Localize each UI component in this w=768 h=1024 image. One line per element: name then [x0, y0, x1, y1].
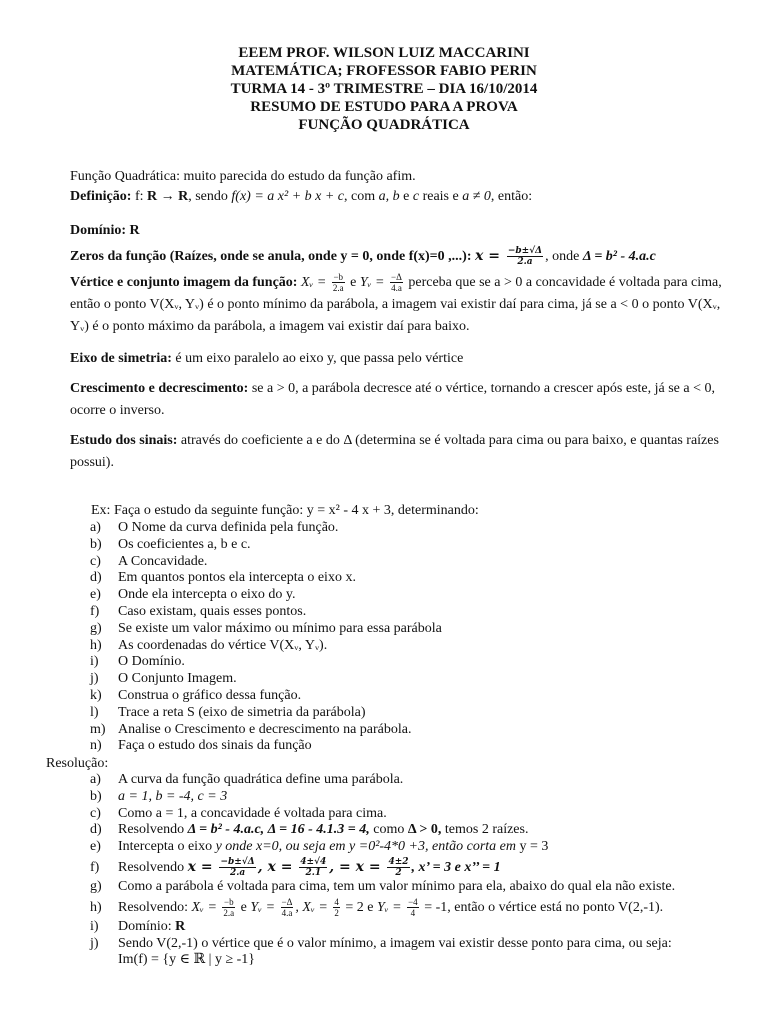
item-text: O Nome da curva definida pela função. — [118, 520, 339, 535]
f-x3: , = x = — [329, 858, 386, 875]
f-x2: , x = — [257, 858, 298, 875]
definition-rr: R → R — [147, 189, 189, 204]
exercise-item — [90, 671, 442, 688]
image-set: Im(f) = {y ∈ ℝ | y ≥ -1} — [118, 952, 256, 968]
item-pre: Domínio: — [118, 918, 176, 934]
f-frac-3 — [387, 857, 409, 878]
f-roots: , x’ = 3 e x’’ = 1 — [411, 859, 501, 875]
definition-text-a: f: — [131, 189, 147, 204]
item-text: Os coeficientes a, b e c. — [118, 536, 251, 552]
growth-label: Crescimento e decrescimento: — [70, 381, 249, 396]
definition-text-e: e — [399, 189, 413, 204]
zeros-x: x = — [474, 248, 505, 264]
exercise-item — [90, 654, 442, 671]
resolution-item-c — [90, 806, 675, 823]
resolution-item-j — [90, 936, 675, 953]
item-label: e) — [90, 839, 101, 855]
resolution-item-b — [90, 789, 675, 806]
item-post: temos 2 raízes. — [441, 822, 529, 838]
topic-title: FUNÇÃO QUADRÁTICA — [298, 117, 470, 133]
definition-label: Definição: — [70, 189, 132, 204]
exercise-item — [90, 621, 442, 638]
growth-text: se a > 0, a parábola decresce até o vértice, tornando a crescer após este, já se a < 0, ocorre o inverso. — [70, 381, 715, 418]
signs-paragraph — [70, 430, 730, 474]
zeros-fraction — [507, 246, 543, 267]
item-label: f) — [90, 859, 100, 875]
symmetry-label: Eixo de simetria: — [70, 351, 172, 366]
vertex-xv: Xᵥ = — [300, 275, 330, 290]
f-frac-2 — [299, 857, 327, 878]
zeros-sep: , onde — [545, 249, 583, 264]
h-yv2-den: 4 — [410, 908, 416, 919]
item-pre: Intercepta o eixo — [118, 839, 216, 855]
h-xv2-den: 2 — [334, 908, 339, 919]
item-label: c) — [90, 553, 101, 569]
domain-line: Domínio: R — [70, 223, 140, 238]
item-pre: Resolvendo — [118, 822, 188, 838]
item-label: c) — [90, 805, 101, 821]
definition-coeffs: a, b — [378, 189, 400, 204]
exercise-item — [90, 520, 442, 537]
item-text: a = 1, b = -4, c = 3 — [118, 788, 228, 804]
item-text: Caso existam, quais esses pontos. — [118, 603, 307, 619]
item-text: Como a = 1, a concavidade é voltada para cima. — [118, 805, 387, 821]
item-label: j) — [90, 671, 99, 687]
resolution-item-g — [90, 879, 675, 896]
item-text: Faça o estudo dos sinais da função — [118, 738, 312, 754]
exercise-item — [90, 705, 442, 722]
exercise-item — [90, 604, 442, 621]
item-label: b) — [90, 788, 102, 804]
item-pre: Resolvendo — [118, 859, 188, 875]
exercise-item — [90, 722, 442, 739]
h-xv2-num: 4 — [334, 897, 339, 908]
xv-denominator: 2.a — [332, 283, 344, 294]
h-and: e — [237, 899, 251, 915]
item-text: Onde ela intercepta o eixo do y. — [118, 587, 296, 603]
item-label: h) — [90, 637, 102, 653]
item-text: Trace a reta S (eixo de simetria da parábola) — [118, 704, 366, 720]
vertex-explanation: perceba que se a > 0 a concavidade é voltada para cima, então o ponto V(Xᵥ, Yᵥ) é o ponto mínimo da parábola, a imagem vai existir daí para cima, já se a < 0 o ponto V(Xᵥ, Yᵥ) é o ponto máximo da parábola, a imagem vai existir daí para baixo. — [70, 275, 722, 334]
h-xv-num: −b — [224, 897, 234, 908]
item-label: b) — [90, 536, 102, 552]
signs-label: Estudo dos sinais: — [70, 433, 178, 448]
summary-title: RESUMO DE ESTUDO PARA A PROVA — [250, 99, 518, 115]
item-label: e) — [90, 587, 101, 603]
document-header — [0, 44, 768, 134]
item-text: A curva da função quadrática define uma parábola. — [118, 772, 404, 787]
symmetry-text: é um eixo paralelo ao eixo y, que passa pelo vértice — [171, 351, 464, 366]
item-label: k) — [90, 687, 102, 703]
zeros-numerator: −b±√Δ — [507, 246, 543, 257]
item-label: d) — [90, 822, 102, 838]
vertex-paragraph — [70, 272, 730, 338]
resolution-item-d — [90, 822, 675, 839]
item-label: m) — [90, 721, 106, 737]
item-text: As coordenadas do vértice V(Xᵥ, Yᵥ). — [118, 637, 328, 653]
h-frac-xv — [222, 897, 235, 918]
item-label: j) — [90, 935, 99, 951]
xv-numerator: −b — [333, 272, 344, 283]
definition-formula: f(x) = a x² + b x + c — [231, 189, 345, 204]
exercise-item — [90, 688, 442, 705]
item-label: g) — [90, 878, 102, 894]
item-label: f) — [90, 603, 100, 619]
domain-value: R — [175, 918, 186, 934]
item-label: i) — [90, 918, 99, 934]
signs-text: através do coeficiente a e do Δ (determina se é voltada para cima ou para baixo, e quantas raízes possui). — [70, 433, 719, 470]
exercise-item — [90, 554, 442, 571]
zeros-denominator: 2.a — [517, 257, 533, 268]
item-post: y = 3 — [515, 839, 549, 855]
f-num-1: −b±√Δ — [220, 857, 255, 868]
definition-paragraph — [70, 186, 730, 208]
yv-numerator: −Δ — [391, 272, 402, 283]
definition-text-g: , então: — [490, 189, 533, 204]
f-num-2: 4±√4 — [300, 857, 327, 868]
resolution-item-i — [90, 919, 675, 936]
item-label: a) — [90, 772, 101, 787]
yv-fraction — [390, 272, 403, 293]
item-text: Construa o gráfico dessa função. — [118, 687, 302, 703]
h-frac-yv — [281, 897, 294, 918]
school-name: EEEM PROF. WILSON LUIZ MACCARINI — [238, 45, 530, 61]
vertex-yv: Yᵥ = — [359, 275, 388, 290]
f-den-1: 2.a — [229, 868, 246, 879]
exercise-item — [90, 537, 442, 554]
definition-condition: a ≠ 0 — [462, 189, 491, 204]
resolution-item-a — [90, 772, 675, 789]
zeros-label: Zeros da função (Raízes, onde se anula, onde y = 0, onde f(x)=0 ,...): — [70, 249, 475, 264]
h-post: = -1, então o vértice está no ponto V(2,-1). — [420, 899, 664, 915]
zeros-paragraph — [70, 245, 730, 268]
h-yv: Yᵥ = — [250, 899, 279, 915]
f-num-3: 4±2 — [388, 857, 409, 868]
exercise-prompt: Ex: Faça o estudo da seguinte função: y = x² - 4 x + 3, determinando: — [91, 503, 479, 518]
h-xv2: , Xᵥ = — [295, 899, 332, 915]
exercise-item — [90, 638, 442, 655]
symmetry-paragraph — [70, 348, 730, 370]
exercise-list — [90, 520, 442, 755]
item-label: h) — [90, 899, 102, 915]
growth-paragraph — [70, 378, 730, 422]
delta-condition: Δ > 0, — [407, 822, 442, 838]
resolution-title: Resolução: — [46, 756, 109, 771]
exercise-item — [90, 587, 442, 604]
item-text: O Domínio. — [118, 654, 185, 670]
resolution-item-h — [90, 896, 675, 919]
resolution-item-j-image — [90, 952, 675, 969]
item-text: O Conjunto Imagem. — [118, 671, 237, 687]
item-mid: como — [369, 822, 408, 838]
definition-coeff-c: c — [412, 189, 420, 204]
item-pre: Resolvendo: — [118, 899, 192, 915]
h-yv2-num: −4 — [408, 897, 418, 908]
delta-formula: Δ = b² - 4.a.c — [582, 249, 656, 264]
yv-denominator: 4.a — [391, 283, 402, 294]
definition-text-d: , com — [344, 189, 379, 204]
resolution-list — [90, 772, 675, 969]
h-yv-den: 4.a — [281, 908, 293, 919]
exercise-item — [90, 738, 442, 755]
vertex-label: Vértice e conjunto imagem da função: — [70, 275, 301, 290]
item-text: Analise o Crescimento e decrescimento na parábola. — [118, 721, 412, 737]
subject-teacher: MATEMÁTICA; FROFESSOR FABIO PERIN — [231, 63, 537, 79]
h-frac-yv2 — [407, 897, 419, 918]
item-label: d) — [90, 570, 102, 586]
item-label: n) — [90, 738, 102, 754]
h-xv-den: 2.a — [223, 908, 235, 919]
item-text: Em quantos pontos ela intercepta o eixo x. — [118, 570, 356, 586]
h-xv: Xᵥ = — [191, 899, 221, 915]
f-x1: x = — [187, 858, 218, 875]
class-date: TURMA 14 - 3º TRIMESTRE – DIA 16/10/2014 — [230, 81, 538, 97]
f-frac-1 — [219, 857, 255, 878]
f-den-2: 2.1 — [305, 868, 322, 879]
definition-text-f: reais e — [419, 189, 463, 204]
item-label: a) — [90, 520, 101, 535]
h-eq2: = 2 e — [341, 899, 377, 915]
resolution-item-e — [90, 839, 675, 856]
item-text: Sendo V(2,-1) o vértice que é o valor mínimo, a imagem vai existir desse ponto para cima, ou seja: — [118, 935, 672, 951]
xv-fraction — [332, 272, 345, 293]
exercise-item — [90, 570, 442, 587]
f-den-3: 2 — [395, 868, 402, 879]
h-yv-num: −Δ — [281, 897, 293, 908]
item-text: y onde x=0, ou seja em y =0²-4*0 +3, então corta em — [215, 839, 516, 855]
delta-calc: Δ = b² - 4.a.c, Δ = 16 - 4.1.3 = 4, — [187, 822, 370, 838]
item-label: l) — [90, 704, 99, 720]
item-text: Se existe um valor máximo ou mínimo para essa parábola — [118, 620, 442, 636]
resolution-item-f — [90, 856, 675, 879]
item-text: A Concavidade. — [118, 553, 208, 569]
vertex-and: e — [346, 275, 360, 290]
h-frac-xv2 — [333, 897, 340, 918]
h-yv2: Yᵥ = — [376, 899, 406, 915]
intro-text: Função Quadrática: muito parecida do estudo da função afim. — [70, 169, 416, 184]
item-text: Como a parábola é voltada para cima, tem um valor mínimo para ela, abaixo do qual ela não existe. — [118, 878, 676, 894]
item-label: g) — [90, 620, 102, 636]
item-label: i) — [90, 654, 99, 670]
definition-text-c: , sendo — [188, 189, 232, 204]
